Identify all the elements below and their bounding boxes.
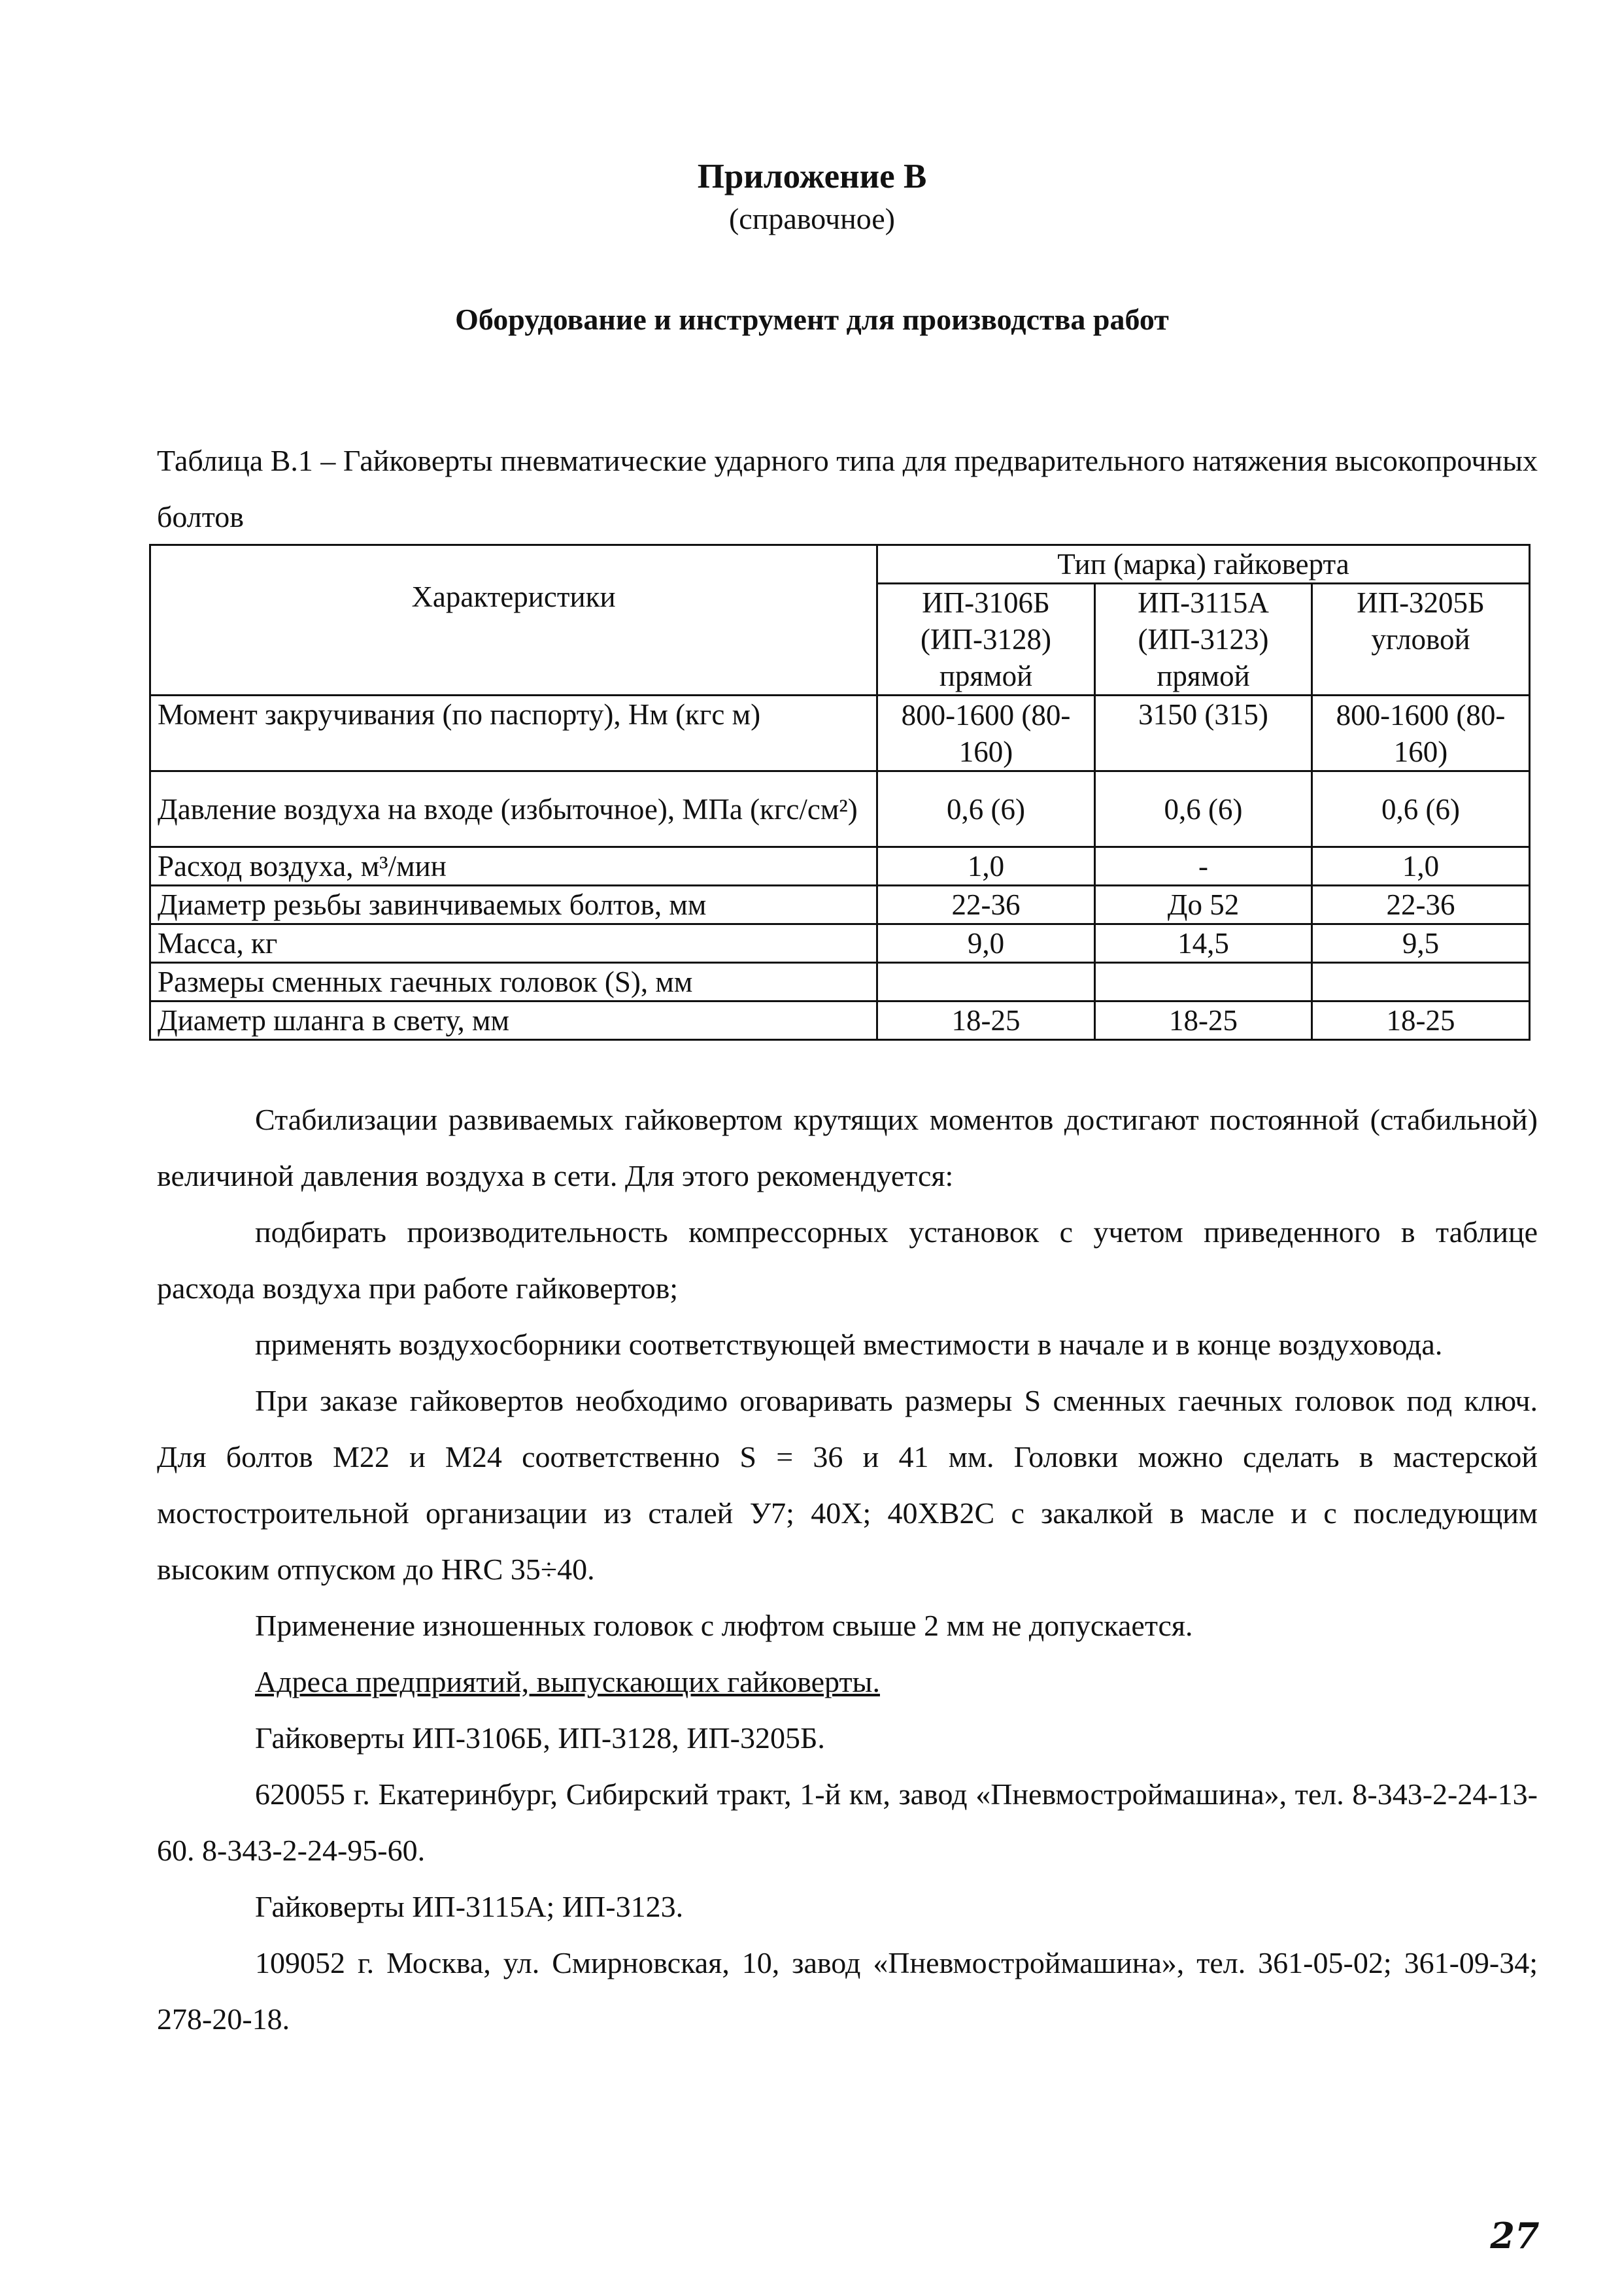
row-label: Масса, кг (150, 924, 877, 963)
header-model-3 (1312, 584, 1530, 696)
header-model-2 (1095, 584, 1312, 696)
row-value: 22-36 (1312, 886, 1530, 924)
row-value: 0,6 (6) (1312, 771, 1530, 847)
header-model-1-line1: ИП-3106Б (922, 586, 1050, 619)
row-label: Момент закручивания (по паспорту), Нм (кгс м) (150, 696, 877, 771)
row-value: 3150 (315) (1095, 696, 1312, 771)
table-row (150, 847, 1530, 886)
row-value: 18-25 (1095, 1001, 1312, 1040)
section-title: Оборудование и инструмент для производства работ (455, 303, 1169, 336)
page-number: 27 (1490, 2215, 1540, 2257)
paragraph-order-heads: При заказе гайковертов необходимо оговаривать размеры S сменных гаечных головок под ключ. Для болтов М22 и М24 соответственно S = 36 и 41 мм. Головки можно сделать в мастерской мостостроительной организации из сталей У7; 40Х; 40ХВ2С с закалкой в масле и с последующим высоким отпуском до HRC 35÷40. (157, 1384, 1538, 1586)
header-model-1-line3: прямой (939, 660, 1033, 692)
row-value: 1,0 (1312, 847, 1530, 886)
row-label: Диаметр шланга в свету, мм (150, 1001, 877, 1040)
addresses-heading-text: Адреса предприятий, выпускающих гайковерты. (255, 1665, 880, 1698)
row-value: 1,0 (877, 847, 1095, 886)
row-label: Размеры сменных гаечных головок (S), мм (150, 963, 877, 1001)
row-value (877, 963, 1095, 1001)
header-model-1-line2: (ИП-3128) (921, 623, 1051, 656)
header-characteristics: Характеристики (150, 545, 877, 696)
table-caption: Таблица В.1 – Гайковерты пневматические ударного типа для предварительного натяжения высокопрочных болтов (157, 444, 1538, 533)
row-value: 800-1600 (80-160) (1312, 696, 1530, 771)
row-value: 22-36 (877, 886, 1095, 924)
specifications-table (149, 544, 1531, 1041)
row-label: Диаметр резьбы завинчиваемых болтов, мм (150, 886, 877, 924)
table-row (150, 771, 1530, 847)
paragraph-addresses-heading (157, 1654, 1538, 1710)
paragraph-air-receivers: применять воздухосборники соответствующей вместимости в начале и в конце воздуховода. (255, 1328, 1443, 1361)
header-model-3-line1: ИП-3205Б (1357, 586, 1485, 619)
row-value: 0,6 (6) (877, 771, 1095, 847)
header-model-3-line2: угловой (1371, 623, 1470, 656)
row-value: 800-1600 (80-160) (877, 696, 1095, 771)
appendix-subtitle: (справочное) (728, 202, 896, 235)
table-row (150, 963, 1530, 1001)
header-model-2-line1: ИП-3115А (1138, 586, 1269, 619)
table-row (150, 924, 1530, 963)
header-model-2-line3: прямой (1157, 660, 1250, 692)
paragraph-compressor: подбирать производительность компрессорных установок с учетом приведенного в таблице расхода воздуха при работе гайковертов; (157, 1215, 1538, 1305)
row-value (1095, 963, 1312, 1001)
header-model-1 (877, 584, 1095, 696)
body-text (157, 1092, 1538, 2047)
table-row (150, 1001, 1530, 1040)
paragraph-address-ekaterinburg: 620055 г. Екатеринбург, Сибирский тракт, 1-й км, завод «Пневмостроймашина», тел. 8-343-2-24-13-60. 8-343-2-24-95-60. (157, 1777, 1538, 1867)
appendix-title: Приложение В (697, 158, 927, 195)
header-model-2-line2: (ИП-3123) (1138, 623, 1269, 656)
paragraph-stabilization: Стабилизации развиваемых гайковертом крутящих моментов достигают постоянной (стабильной) величиной давления воздуха в сети. Для этого рекомендуется: (157, 1103, 1538, 1192)
header-type-group: Тип (марка) гайковерта (877, 545, 1530, 584)
table-header-row (150, 545, 1530, 584)
row-value (1312, 963, 1530, 1001)
paragraph-address-moscow: 109052 г. Москва, ул. Смирновская, 10, завод «Пневмостроймашина», тел. 361-05-02; 361-09-34; 278-20-18. (157, 1946, 1538, 2036)
row-value: 9,0 (877, 924, 1095, 963)
table-row (150, 696, 1530, 771)
row-value: 0,6 (6) (1095, 771, 1312, 847)
row-value: 18-25 (1312, 1001, 1530, 1040)
row-value: 14,5 (1095, 924, 1312, 963)
table-row (150, 886, 1530, 924)
row-label: Расход воздуха, м³/мин (150, 847, 877, 886)
paragraph-worn-heads: Применение изношенных головок с люфтом свыше 2 мм не допускается. (255, 1609, 1193, 1642)
row-label: Давление воздуха на входе (избыточное), МПа (кгс/см²) (150, 771, 877, 847)
row-value: - (1095, 847, 1312, 886)
row-value: До 52 (1095, 886, 1312, 924)
row-value: 18-25 (877, 1001, 1095, 1040)
paragraph-wrenches-group-1: Гайковерты ИП-3106Б, ИП-3128, ИП-3205Б. (255, 1721, 825, 1755)
paragraph-wrenches-group-2: Гайковерты ИП-3115А; ИП-3123. (255, 1890, 684, 1923)
row-value: 9,5 (1312, 924, 1530, 963)
